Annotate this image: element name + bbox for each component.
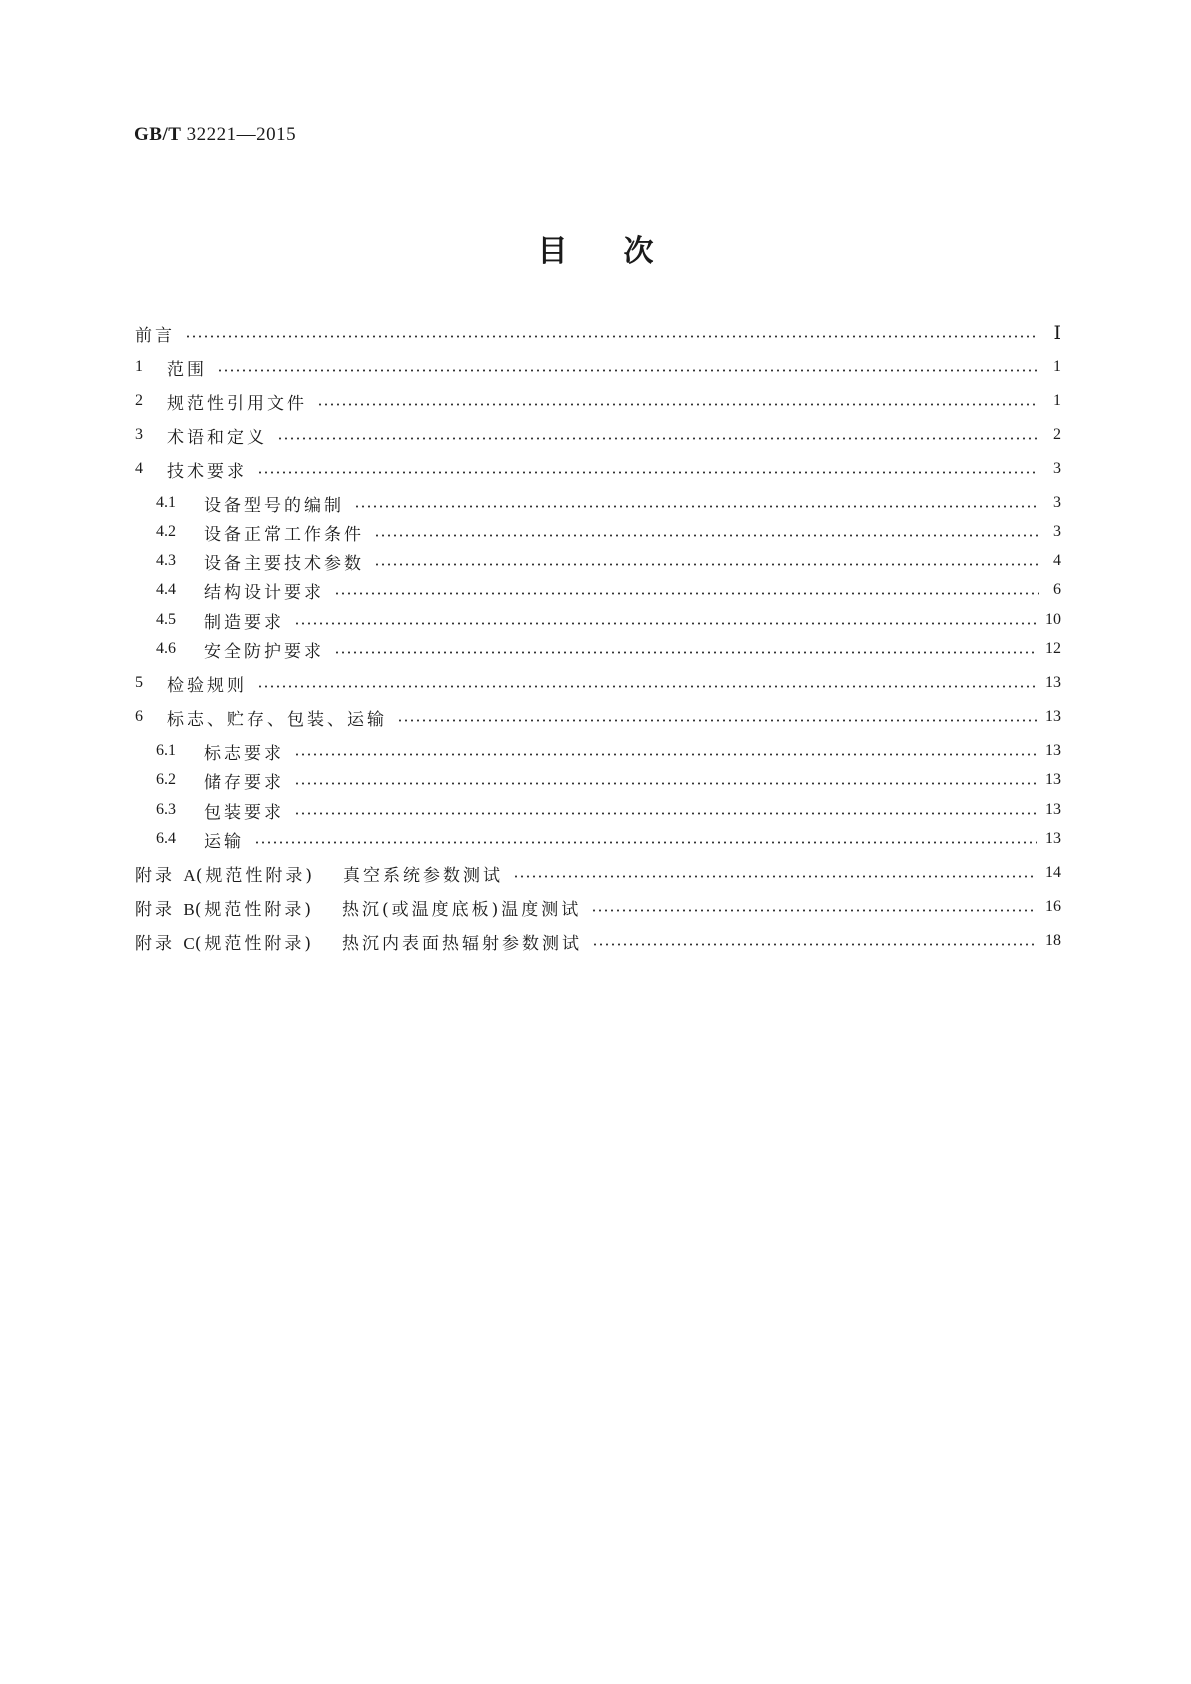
toc-entry-annex-b[interactable] <box>135 892 1061 922</box>
toc-label <box>135 895 581 920</box>
toc-entry-6-1[interactable] <box>135 736 1061 766</box>
annex-prefix: 附录 <box>135 865 175 886</box>
toc-label: 检验规则 <box>167 675 247 696</box>
toc-number: 4.2 <box>156 523 176 540</box>
dot-leader <box>185 335 1039 338</box>
toc-entry-4-5[interactable] <box>135 605 1061 635</box>
toc-page-number: 18 <box>1045 932 1061 949</box>
toc-number: 4.1 <box>156 494 176 511</box>
toc-page-number: 13 <box>1045 708 1061 725</box>
annex-prefix: 附录 <box>135 899 175 920</box>
annex-prefix: 附录 <box>135 933 175 954</box>
dot-leader <box>334 592 1039 595</box>
annex-type: (规范性附录) <box>194 933 315 954</box>
toc-label <box>135 929 582 954</box>
toc-entry-6-2[interactable] <box>135 765 1061 795</box>
toc-page-number: 4 <box>1053 552 1061 569</box>
toc-label <box>135 861 503 886</box>
annex-type: (规范性附录) <box>194 899 315 920</box>
toc-label: 包装要求 <box>204 802 284 823</box>
toc-label: 运输 <box>204 831 244 852</box>
toc-page-number: 3 <box>1053 494 1061 511</box>
annex-letter: A <box>183 865 196 885</box>
toc-label: 制造要求 <box>204 612 284 633</box>
toc-page-number: 2 <box>1053 426 1061 443</box>
toc-entry-6-3[interactable] <box>135 795 1061 825</box>
dot-leader <box>374 563 1039 566</box>
dot-leader <box>294 622 1037 625</box>
annex-type: (规范性附录) <box>195 865 315 886</box>
toc-number: 6 <box>135 708 143 725</box>
dot-leader <box>592 943 1037 946</box>
toc-page-number: 1 <box>1053 358 1061 375</box>
toc-page-number: 14 <box>1045 864 1061 881</box>
toc-label: 设备主要技术参数 <box>204 553 364 574</box>
toc-number: 6.2 <box>156 771 176 788</box>
toc-entry-foreword[interactable] <box>135 318 1061 348</box>
toc-number: 4 <box>135 460 143 477</box>
toc-entry-3[interactable] <box>135 420 1061 450</box>
standard-prefix: GB/T <box>134 124 182 145</box>
dot-leader <box>294 753 1037 756</box>
toc-page-number: 12 <box>1045 640 1061 657</box>
toc-number: 2 <box>135 392 143 409</box>
toc-entry-6-4[interactable] <box>135 824 1061 854</box>
toc-page-number: 3 <box>1053 523 1061 540</box>
dot-leader <box>397 719 1037 722</box>
toc-number: 4.5 <box>156 611 176 628</box>
toc-page-number: Ⅰ <box>1053 322 1061 344</box>
toc-label: 设备型号的编制 <box>204 495 344 516</box>
toc-page-number: 6 <box>1053 581 1061 598</box>
toc-entry-4-6[interactable] <box>135 634 1061 664</box>
toc-number: 4.3 <box>156 552 176 569</box>
dot-leader <box>334 651 1037 654</box>
toc-page-number: 3 <box>1053 460 1061 477</box>
standard-number: 32221—2015 <box>186 124 297 145</box>
toc-entry-annex-a[interactable] <box>135 858 1061 888</box>
dot-leader <box>294 812 1037 815</box>
toc-label: 规范性引用文件 <box>167 393 307 414</box>
toc-label: 储存要求 <box>204 772 284 793</box>
toc-page-number: 13 <box>1045 830 1061 847</box>
toc-number: 6.3 <box>156 801 176 818</box>
toc-entry-4-3[interactable] <box>135 546 1061 576</box>
toc-number: 4.6 <box>156 640 176 657</box>
standard-code <box>134 124 296 146</box>
toc-entry-5[interactable] <box>135 668 1061 698</box>
annex-title: 热沉内表面热辐射参数测试 <box>342 933 583 954</box>
toc-page-number: 13 <box>1045 742 1061 759</box>
dot-leader <box>513 875 1037 878</box>
dot-leader <box>257 685 1037 688</box>
toc-page-number: 16 <box>1045 898 1061 915</box>
dot-leader <box>277 437 1039 440</box>
toc-label: 前言 <box>135 325 175 346</box>
toc-page-number: 1 <box>1053 392 1061 409</box>
toc-number: 4.4 <box>156 581 176 598</box>
toc-label: 标志要求 <box>204 743 284 764</box>
toc-label: 结构设计要求 <box>204 582 324 603</box>
toc-entry-6[interactable] <box>135 702 1061 732</box>
toc-number: 6.1 <box>156 742 176 759</box>
toc-entry-1[interactable] <box>135 352 1061 382</box>
toc-page-number: 13 <box>1045 771 1061 788</box>
toc-entry-4-1[interactable] <box>135 488 1061 518</box>
toc-label: 设备正常工作条件 <box>204 524 364 545</box>
dot-leader <box>591 909 1037 912</box>
annex-letter: C <box>183 933 195 953</box>
toc-entry-2[interactable] <box>135 386 1061 416</box>
toc-label: 技术要求 <box>167 461 247 482</box>
toc-number: 6.4 <box>156 830 176 847</box>
toc-number: 3 <box>135 426 143 443</box>
dot-leader <box>254 841 1037 844</box>
toc-page-number: 13 <box>1045 674 1061 691</box>
dot-leader <box>374 534 1039 537</box>
annex-title: 热沉(或温度底板)温度测试 <box>342 899 582 920</box>
toc-entry-4-4[interactable] <box>135 575 1061 605</box>
toc-entry-annex-c[interactable] <box>135 926 1061 956</box>
dot-leader <box>294 782 1037 785</box>
dot-leader <box>317 403 1039 406</box>
toc-label: 标志、贮存、包装、运输 <box>167 709 387 730</box>
dot-leader <box>257 471 1039 474</box>
dot-leader <box>217 369 1039 372</box>
toc-number: 5 <box>135 674 143 691</box>
toc-entry-4-2[interactable] <box>135 517 1061 547</box>
toc-label: 术语和定义 <box>167 427 267 448</box>
dot-leader <box>354 505 1039 508</box>
toc-page-number: 10 <box>1045 611 1061 628</box>
toc-entry-4[interactable] <box>135 454 1061 484</box>
toc-label: 范围 <box>167 359 207 380</box>
toc-number: 1 <box>135 358 143 375</box>
annex-letter: B <box>183 899 195 919</box>
toc-label: 安全防护要求 <box>204 641 324 662</box>
toc-page-number: 13 <box>1045 801 1061 818</box>
page-title: 目次 <box>537 234 710 269</box>
annex-title: 真空系统参数测试 <box>342 865 503 886</box>
